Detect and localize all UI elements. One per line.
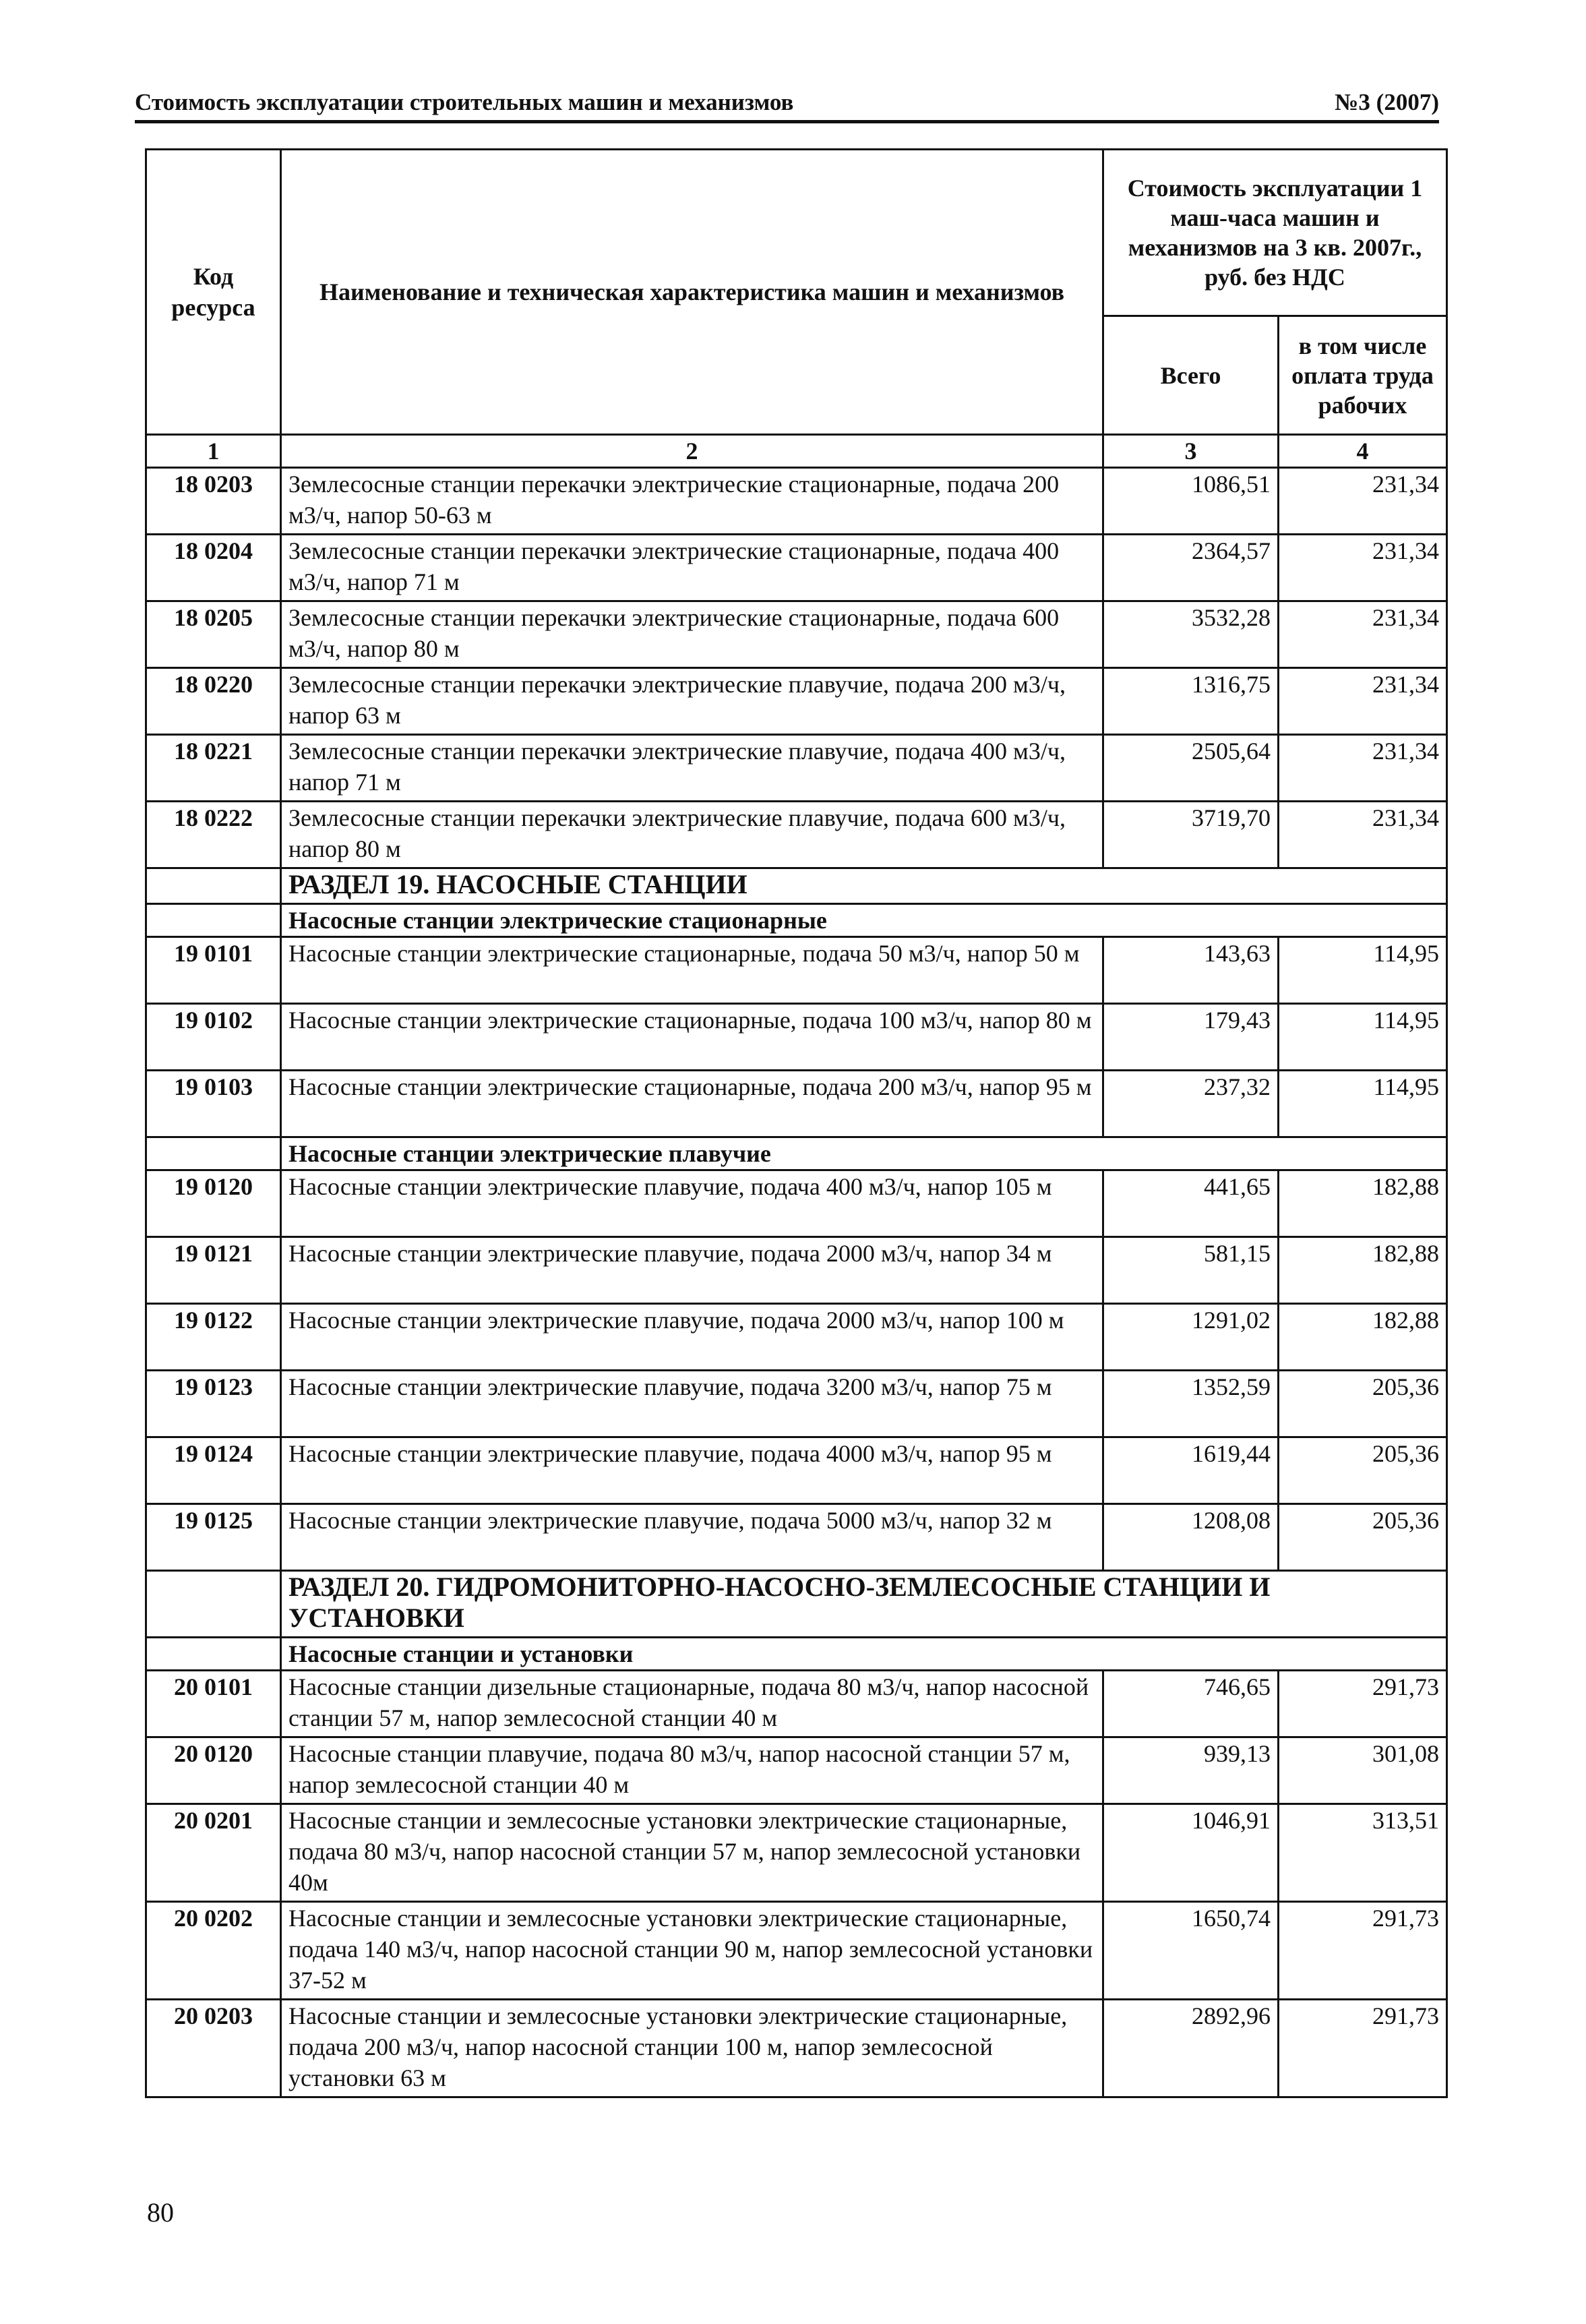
col-num-4: 4 [1279,435,1447,468]
resource-code: 19 0123 [146,1371,281,1437]
cost-total: 746,65 [1103,1671,1279,1737]
subsection-code-cell [146,1638,281,1671]
table-row [146,1671,1447,1737]
cost-total: 1046,91 [1103,1804,1279,1902]
resource-code: 20 0201 [146,1804,281,1902]
table-row [146,735,1447,802]
table-row [146,601,1447,668]
section-title: РАЗДЕЛ 20. ГИДРОМОНИТОРНО-НАСОСНО-ЗЕМЛЕСОСНЫЕ СТАНЦИИ И УСТАНОВКИ [281,1571,1447,1638]
cost-total: 3719,70 [1103,802,1279,868]
section-code-cell [146,868,281,904]
page-number: 80 [147,2197,174,2228]
cost-labor: 114,95 [1279,1071,1447,1137]
subsection-code-cell [146,1137,281,1170]
resource-code: 19 0122 [146,1304,281,1371]
machine-description: Насосные станции и землесосные установки электрические стационарные, подача 200 м3/ч, напор насосной станции 100 м, напор землесосной установки 63 м [281,2000,1103,2097]
table-row [146,668,1447,735]
machine-description: Насосные станции и землесосные установки электрические стационарные, подача 80 м3/ч, напор насосной станции 57 м, напор землесосной установки 40м [281,1804,1103,1902]
resource-code: 20 0203 [146,2000,281,2097]
subsection-row [146,1137,1447,1170]
col-header-labor: в том числе оплата труда рабочих [1279,316,1447,435]
cost-labor: 291,73 [1279,1671,1447,1737]
cost-total: 2505,64 [1103,735,1279,802]
table-row [146,2000,1447,2097]
resource-code: 18 0220 [146,668,281,735]
machine-description: Землесосные станции перекачки электрические плавучие, подача 200 м3/ч, напор 63 м [281,668,1103,735]
resource-code: 19 0121 [146,1237,281,1304]
subsection-code-cell [146,904,281,937]
resource-code: 18 0221 [146,735,281,802]
table-row [146,1071,1447,1137]
machine-description: Насосные станции электрические стационарные, подача 100 м3/ч, напор 80 м [281,1004,1103,1071]
cost-total: 1086,51 [1103,468,1279,535]
machine-description: Землесосные станции перекачки электрические плавучие, подача 400 м3/ч, напор 71 м [281,735,1103,802]
cost-total: 143,63 [1103,937,1279,1004]
resource-code: 19 0125 [146,1504,281,1571]
cost-total: 1352,59 [1103,1371,1279,1437]
col-header-total: Всего [1103,316,1279,435]
cost-labor: 231,34 [1279,468,1447,535]
cost-total: 237,32 [1103,1071,1279,1137]
machine-description: Насосные станции электрические стационарные, подача 50 м3/ч, напор 50 м [281,937,1103,1004]
cost-total: 3532,28 [1103,601,1279,668]
table-row [146,1902,1447,2000]
machine-description: Землесосные станции перекачки электрические стационарные, подача 200 м3/ч, напор 50-63 м [281,468,1103,535]
machine-description: Насосные станции электрические плавучие, подача 2000 м3/ч, напор 34 м [281,1237,1103,1304]
cost-total: 179,43 [1103,1004,1279,1071]
page-header [135,88,1439,117]
cost-labor: 231,34 [1279,668,1447,735]
cost-total: 1208,08 [1103,1504,1279,1571]
subsection-row [146,904,1447,937]
resource-code: 19 0120 [146,1170,281,1237]
cost-labor: 205,36 [1279,1371,1447,1437]
col-num-2: 2 [281,435,1103,468]
col-num-3: 3 [1103,435,1279,468]
col-header-code: Код ресурса [146,150,281,435]
header-rule [135,120,1439,123]
subsection-title: Насосные станции электрические стационарные [281,904,1447,937]
cost-labor: 182,88 [1279,1304,1447,1371]
resource-code: 19 0102 [146,1004,281,1071]
resource-code: 19 0101 [146,937,281,1004]
table-body [146,468,1447,2097]
cost-total: 441,65 [1103,1170,1279,1237]
table-row [146,1170,1447,1237]
machine-description: Насосные станции электрические плавучие, подача 2000 м3/ч, напор 100 м [281,1304,1103,1371]
col-header-name: Наименование и техническая характеристика машин и механизмов [281,150,1103,435]
section-row [146,1571,1447,1638]
machine-description: Землесосные станции перекачки электрические стационарные, подача 600 м3/ч, напор 80 м [281,601,1103,668]
cost-total: 1619,44 [1103,1437,1279,1504]
table-row [146,1304,1447,1371]
cost-labor: 291,73 [1279,2000,1447,2097]
col-header-cost: Стоимость эксплуатации 1 маш-часа машин и механизмов на 3 кв. 2007г., руб. без НДС [1103,150,1447,316]
table-row [146,1437,1447,1504]
subsection-title: Насосные станции и установки [281,1638,1447,1671]
cost-labor: 114,95 [1279,937,1447,1004]
resource-code: 20 0101 [146,1671,281,1737]
machine-description: Насосные станции электрические плавучие, подача 3200 м3/ч, напор 75 м [281,1371,1103,1437]
cost-labor: 231,34 [1279,802,1447,868]
resource-code: 19 0103 [146,1071,281,1137]
machine-description: Насосные станции и землесосные установки электрические стационарные, подача 140 м3/ч, напор насосной станции 90 м, напор землесосной установки 37-52 м [281,1902,1103,2000]
cost-labor: 205,36 [1279,1437,1447,1504]
table-row [146,937,1447,1004]
cost-labor: 231,34 [1279,535,1447,601]
cost-total: 2364,57 [1103,535,1279,601]
subsection-row [146,1638,1447,1671]
header-issue: №3 (2007) [1335,89,1439,115]
table-row [146,1371,1447,1437]
cost-labor: 114,95 [1279,1004,1447,1071]
cost-table [145,148,1448,2098]
table-row [146,468,1447,535]
machine-description: Землесосные станции перекачки электрические плавучие, подача 600 м3/ч, напор 80 м [281,802,1103,868]
table-row [146,535,1447,601]
section-row [146,868,1447,904]
resource-code: 18 0203 [146,468,281,535]
section-title: РАЗДЕЛ 19. НАСОСНЫЕ СТАНЦИИ [281,868,1447,904]
resource-code: 18 0204 [146,535,281,601]
resource-code: 20 0120 [146,1737,281,1804]
machine-description: Насосные станции электрические стационарные, подача 200 м3/ч, напор 95 м [281,1071,1103,1137]
resource-code: 20 0202 [146,1902,281,2000]
table-row [146,1004,1447,1071]
resource-code: 19 0124 [146,1437,281,1504]
table-row [146,1737,1447,1804]
cost-total: 939,13 [1103,1737,1279,1804]
cost-labor: 291,73 [1279,1902,1447,2000]
machine-description: Насосные станции электрические плавучие, подача 400 м3/ч, напор 105 м [281,1170,1103,1237]
cost-total: 1316,75 [1103,668,1279,735]
table-row [146,1804,1447,1902]
cost-labor: 231,34 [1279,601,1447,668]
cost-labor: 301,08 [1279,1737,1447,1804]
machine-description: Насосные станции плавучие, подача 80 м3/ч, напор насосной станции 57 м, напор землесосной станции 40 м [281,1737,1103,1804]
cost-labor: 182,88 [1279,1170,1447,1237]
section-code-cell [146,1571,281,1638]
subsection-title: Насосные станции электрические плавучие [281,1137,1447,1170]
resource-code: 18 0222 [146,802,281,868]
table-row [146,802,1447,868]
cost-labor: 313,51 [1279,1804,1447,1902]
cost-labor: 231,34 [1279,735,1447,802]
cost-total: 1650,74 [1103,1902,1279,2000]
cost-labor: 182,88 [1279,1237,1447,1304]
col-num-1: 1 [146,435,281,468]
table-row [146,1237,1447,1304]
cost-total: 1291,02 [1103,1304,1279,1371]
table-row [146,1504,1447,1571]
resource-code: 18 0205 [146,601,281,668]
machine-description: Насосные станции электрические плавучие, подача 5000 м3/ч, напор 32 м [281,1504,1103,1571]
cost-total: 2892,96 [1103,2000,1279,2097]
cost-labor: 205,36 [1279,1504,1447,1571]
header-title: Стоимость эксплуатации строительных машин и механизмов [135,89,794,115]
machine-description: Насосные станции дизельные стационарные, подача 80 м3/ч, напор насосной станции 57 м, напор землесосной станции 40 м [281,1671,1103,1737]
machine-description: Насосные станции электрические плавучие, подача 4000 м3/ч, напор 95 м [281,1437,1103,1504]
machine-description: Землесосные станции перекачки электрические стационарные, подача 400 м3/ч, напор 71 м [281,535,1103,601]
cost-total: 581,15 [1103,1237,1279,1304]
